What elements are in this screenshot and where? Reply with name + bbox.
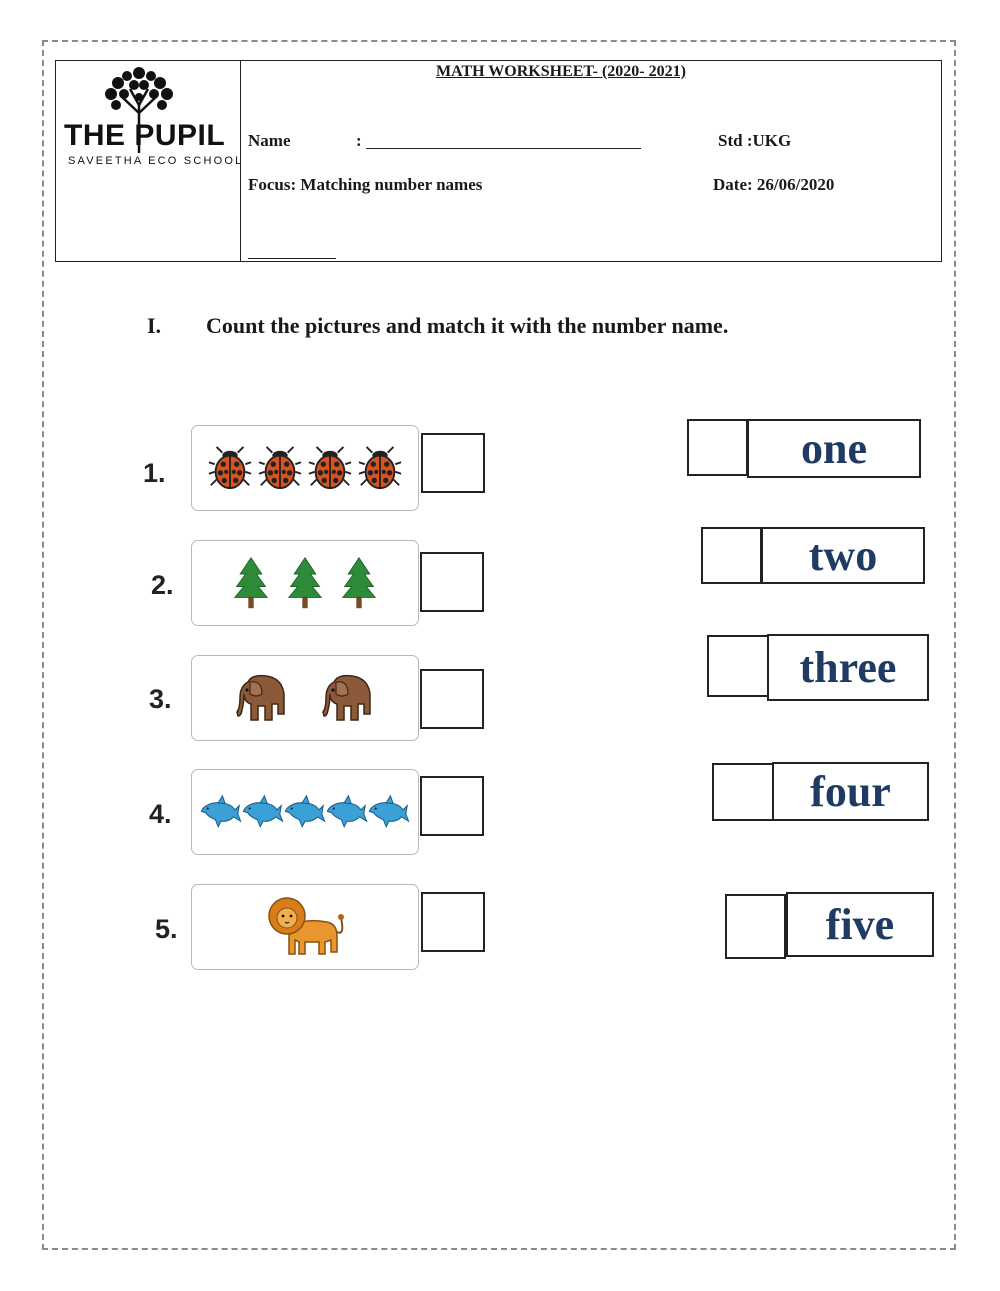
- option-check-box-five[interactable]: [725, 894, 786, 959]
- dolphin-icon: [368, 792, 410, 832]
- instruction-numeral: I.: [147, 313, 162, 338]
- picture-box-4: [191, 769, 419, 855]
- focus-label: Focus: Matching number names: [248, 175, 483, 194]
- std-label: Std :UKG: [718, 131, 792, 150]
- dolphin-icon: [284, 792, 326, 832]
- ladybug-icon: [307, 445, 353, 491]
- option-check-box-four[interactable]: [712, 763, 774, 821]
- option-check-box-three[interactable]: [707, 635, 769, 697]
- dolphin-icon: [326, 792, 368, 832]
- tree-icon: [287, 555, 323, 611]
- answer-box-3[interactable]: [420, 669, 484, 729]
- option-four[interactable]: four: [772, 762, 929, 821]
- date-label: Date: 26/06/2020: [713, 175, 835, 194]
- question-number: 3.: [149, 684, 172, 714]
- question-number: 1.: [143, 458, 166, 488]
- picture-box-5: [191, 884, 419, 970]
- ladybug-icon: [257, 445, 303, 491]
- answer-box-1[interactable]: [421, 433, 485, 493]
- option-check-box-two[interactable]: [701, 527, 762, 584]
- dolphin-icon: [242, 792, 284, 832]
- picture-box-1: [191, 425, 419, 511]
- elephant-icon: [232, 667, 292, 729]
- tree-icon: [341, 555, 377, 611]
- picture-box-3: [191, 655, 419, 741]
- lion-icon: [264, 892, 346, 962]
- picture-box-2: [191, 540, 419, 626]
- answer-box-4[interactable]: [420, 776, 484, 836]
- option-five[interactable]: five: [786, 892, 934, 957]
- question-number: 4.: [149, 799, 172, 829]
- elephant-icon: [318, 667, 378, 729]
- question-number: 2.: [151, 570, 174, 600]
- answer-box-5[interactable]: [421, 892, 485, 952]
- option-one[interactable]: one: [747, 419, 921, 478]
- blank-line: [248, 258, 336, 259]
- ladybug-icon: [357, 445, 403, 491]
- tree-icon: [233, 555, 269, 611]
- school-name: THE PUPIL: [64, 119, 226, 152]
- instruction-text: Count the pictures and match it with the number name.: [206, 313, 729, 338]
- name-label: Name: [248, 131, 291, 150]
- option-check-box-one[interactable]: [687, 419, 748, 476]
- question-number: 5.: [155, 914, 178, 944]
- name-colon: :: [356, 131, 362, 150]
- option-three[interactable]: three: [767, 634, 929, 701]
- school-subtitle: SAVEETHA ECO SCHOOL: [68, 155, 244, 167]
- ladybug-icon: [207, 445, 253, 491]
- name-field[interactable]: [366, 148, 641, 149]
- dolphin-icon: [200, 792, 242, 832]
- option-two[interactable]: two: [761, 527, 925, 584]
- worksheet-title: MATH WORKSHEET- (2020- 2021): [436, 63, 686, 80]
- worksheet-header: [55, 60, 942, 262]
- school-logo: [56, 61, 244, 261]
- answer-box-2[interactable]: [420, 552, 484, 612]
